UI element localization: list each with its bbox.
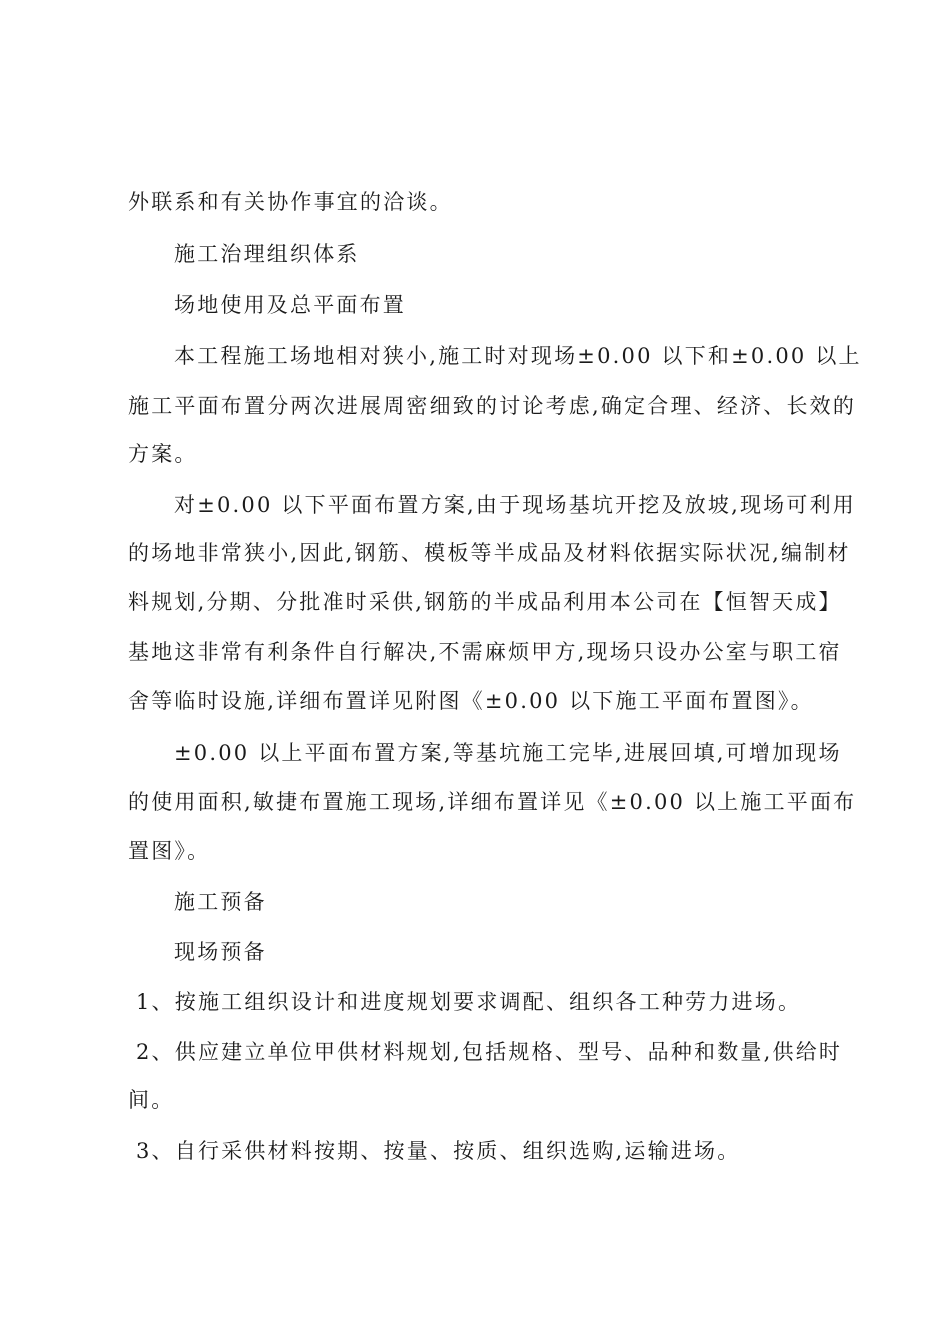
section-heading: 场地使用及总平面布置 [174,293,406,317]
section-heading: 施工治理组织体系 [174,242,360,266]
list-item: 2、供应建立单位甲供材料规划,包括规格、型号、品种和数量,供给时 [136,1040,843,1064]
list-item: 1、按施工组织设计和进度规划要求调配、组织各工种劳力进场。 [136,990,802,1014]
paragraph-line: 舍等临时设施,详细布置详见附图《±0.00 以下施工平面布置图》。 [128,689,814,713]
section-heading: 施工预备 [174,890,267,914]
paragraph-line: 的使用面积,敏捷布置施工现场,详细布置详见《±0.00 以上施工平面布 [128,790,857,814]
paragraph-line: 方案。 [128,442,198,466]
list-item: 3、自行采供材料按期、按量、按质、组织选购,运输进场。 [136,1139,741,1163]
paragraph-line: 的场地非常狭小,因此,钢筋、模板等半成品及材料依据实际状况,编制材 [128,541,851,565]
paragraph-line: 料规划,分期、分批准时采供,钢筋的半成品利用本公司在【恒智天成】 [128,590,842,614]
section-heading: 现场预备 [174,940,267,964]
paragraph-line: 对±0.00 以下平面布置方案,由于现场基坑开挖及放坡,现场可利用 [174,493,856,517]
paragraph-line: ±0.00 以上平面布置方案,等基坑施工完毕,进展回填,可增加现场 [174,741,842,765]
paragraph-line: 外联系和有关协作事宜的洽谈。 [128,190,453,214]
paragraph-line: 施工平面布置分两次进展周密细致的讨论考虑,确定合理、经济、长效的 [128,394,857,418]
paragraph-line: 本工程施工场地相对狭小,施工时对现场±0.00 以下和±0.00 以上 [174,344,862,368]
paragraph-line: 置图》。 [128,839,211,863]
paragraph-line: 基地这非常有利条件自行解决,不需麻烦甲方,现场只设办公室与职工宿 [128,640,842,664]
paragraph-line: 间。 [128,1088,175,1112]
